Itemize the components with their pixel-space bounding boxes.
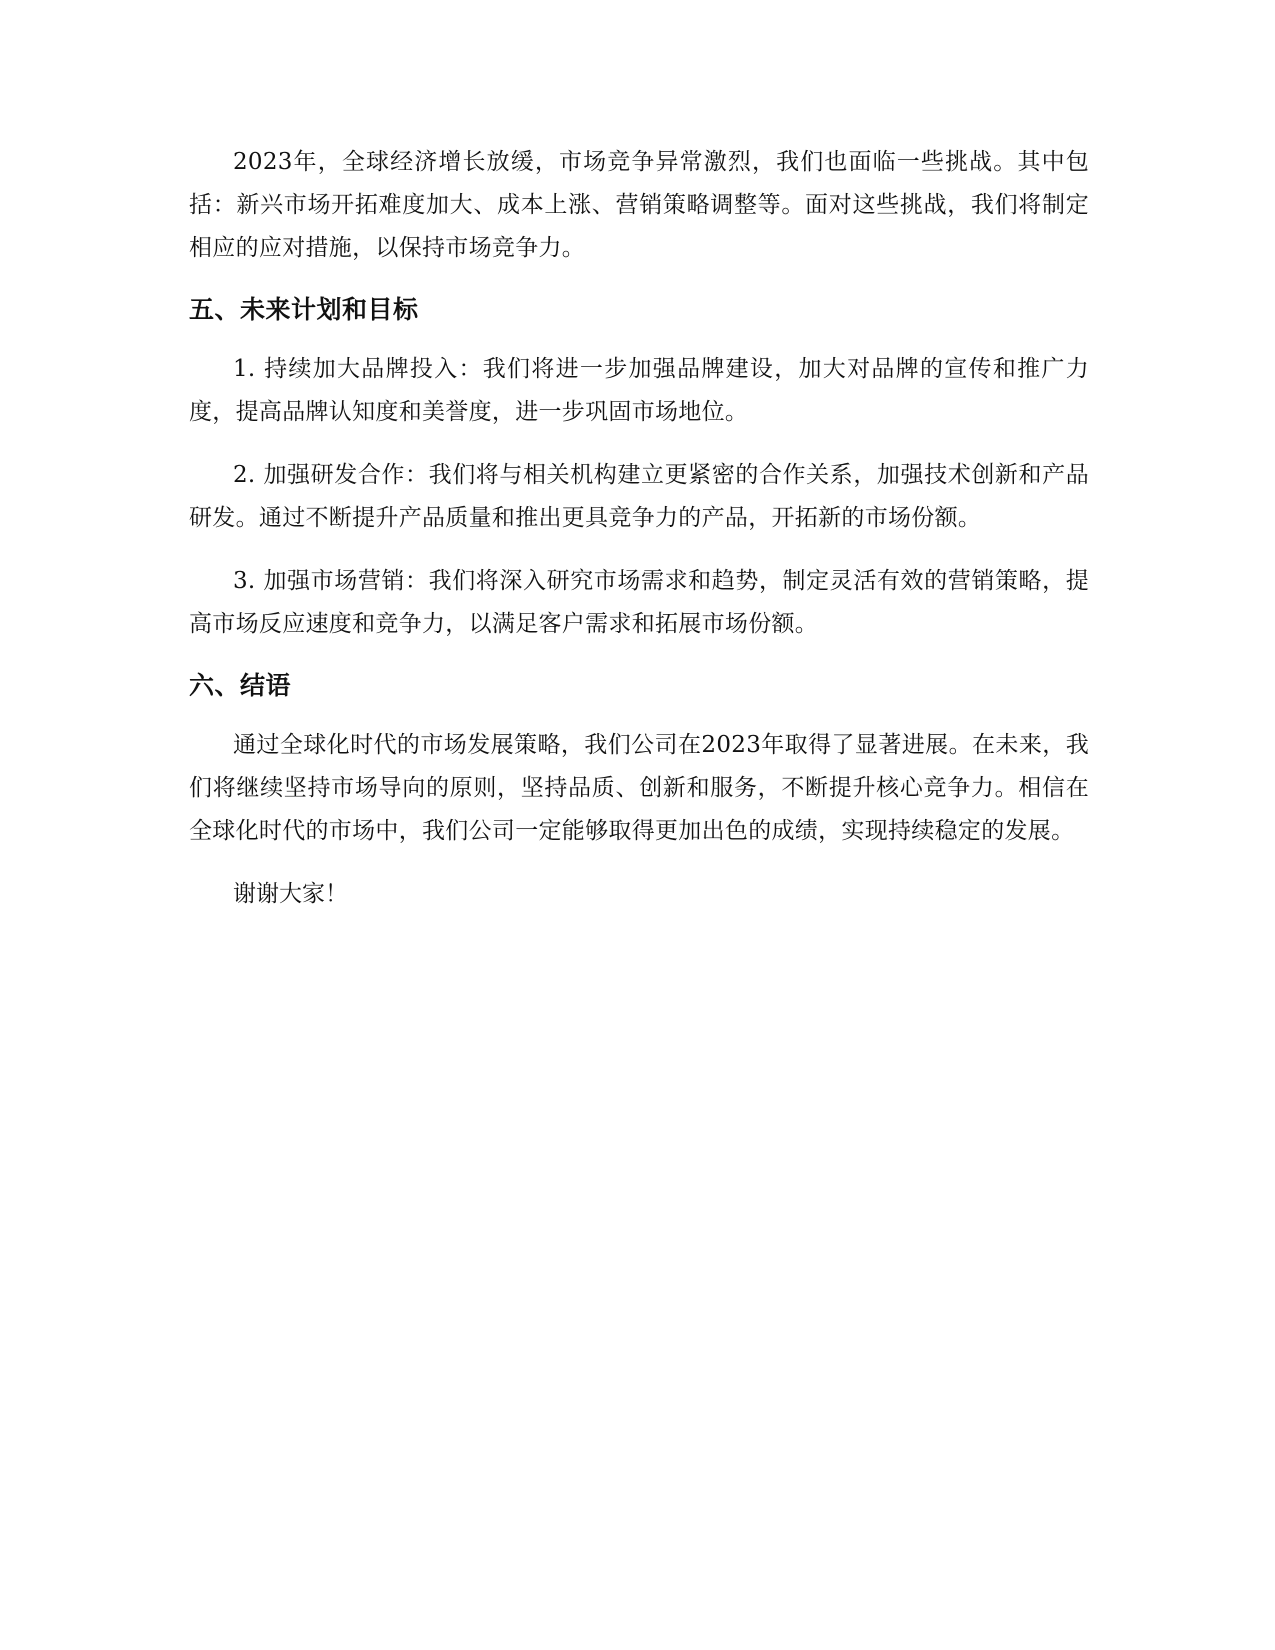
plan-item-marketing: 3. 加强市场营销：我们将深入研究市场需求和趋势，制定灵活有效的营销策略，提高市场反应速度和竞争力，以满足客户需求和拓展市场份额。 [189, 568, 1089, 637]
section-heading-future-plans: 五、未来计划和目标 [189, 295, 419, 324]
document-body [189, 141, 1089, 916]
conclusion-paragraph: 通过全球化时代的市场发展策略，我们公司在2023年取得了显著进展。在未来，我们将继续坚持市场导向的原则，坚持品质、创新和服务，不断提升核心竞争力。相信在全球化时代的市场中，我们公司一定能够取得更加出色的成绩，实现持续稳定的发展。 [189, 732, 1089, 844]
plan-item-brand: 1. 持续加大品牌投入：我们将进一步加强品牌建设，加大对品牌的宣传和推广力度，提高品牌认知度和美誉度，进一步巩固市场地位。 [189, 356, 1089, 425]
plan-item-rnd: 2. 加强研发合作：我们将与相关机构建立更紧密的合作关系，加强技术创新和产品研发。通过不断提升产品质量和推出更具竞争力的产品，开拓新的市场份额。 [189, 462, 1089, 531]
closing-thanks: 谢谢大家！ [233, 881, 348, 907]
intro-paragraph: 2023年，全球经济增长放缓，市场竞争异常激烈，我们也面临一些挑战。其中包括：新兴市场开拓难度加大、成本上涨、营销策略调整等。面对这些挑战，我们将制定相应的应对措施，以保持市场竞争力。 [189, 149, 1089, 261]
section-heading-conclusion: 六、结语 [189, 671, 292, 700]
